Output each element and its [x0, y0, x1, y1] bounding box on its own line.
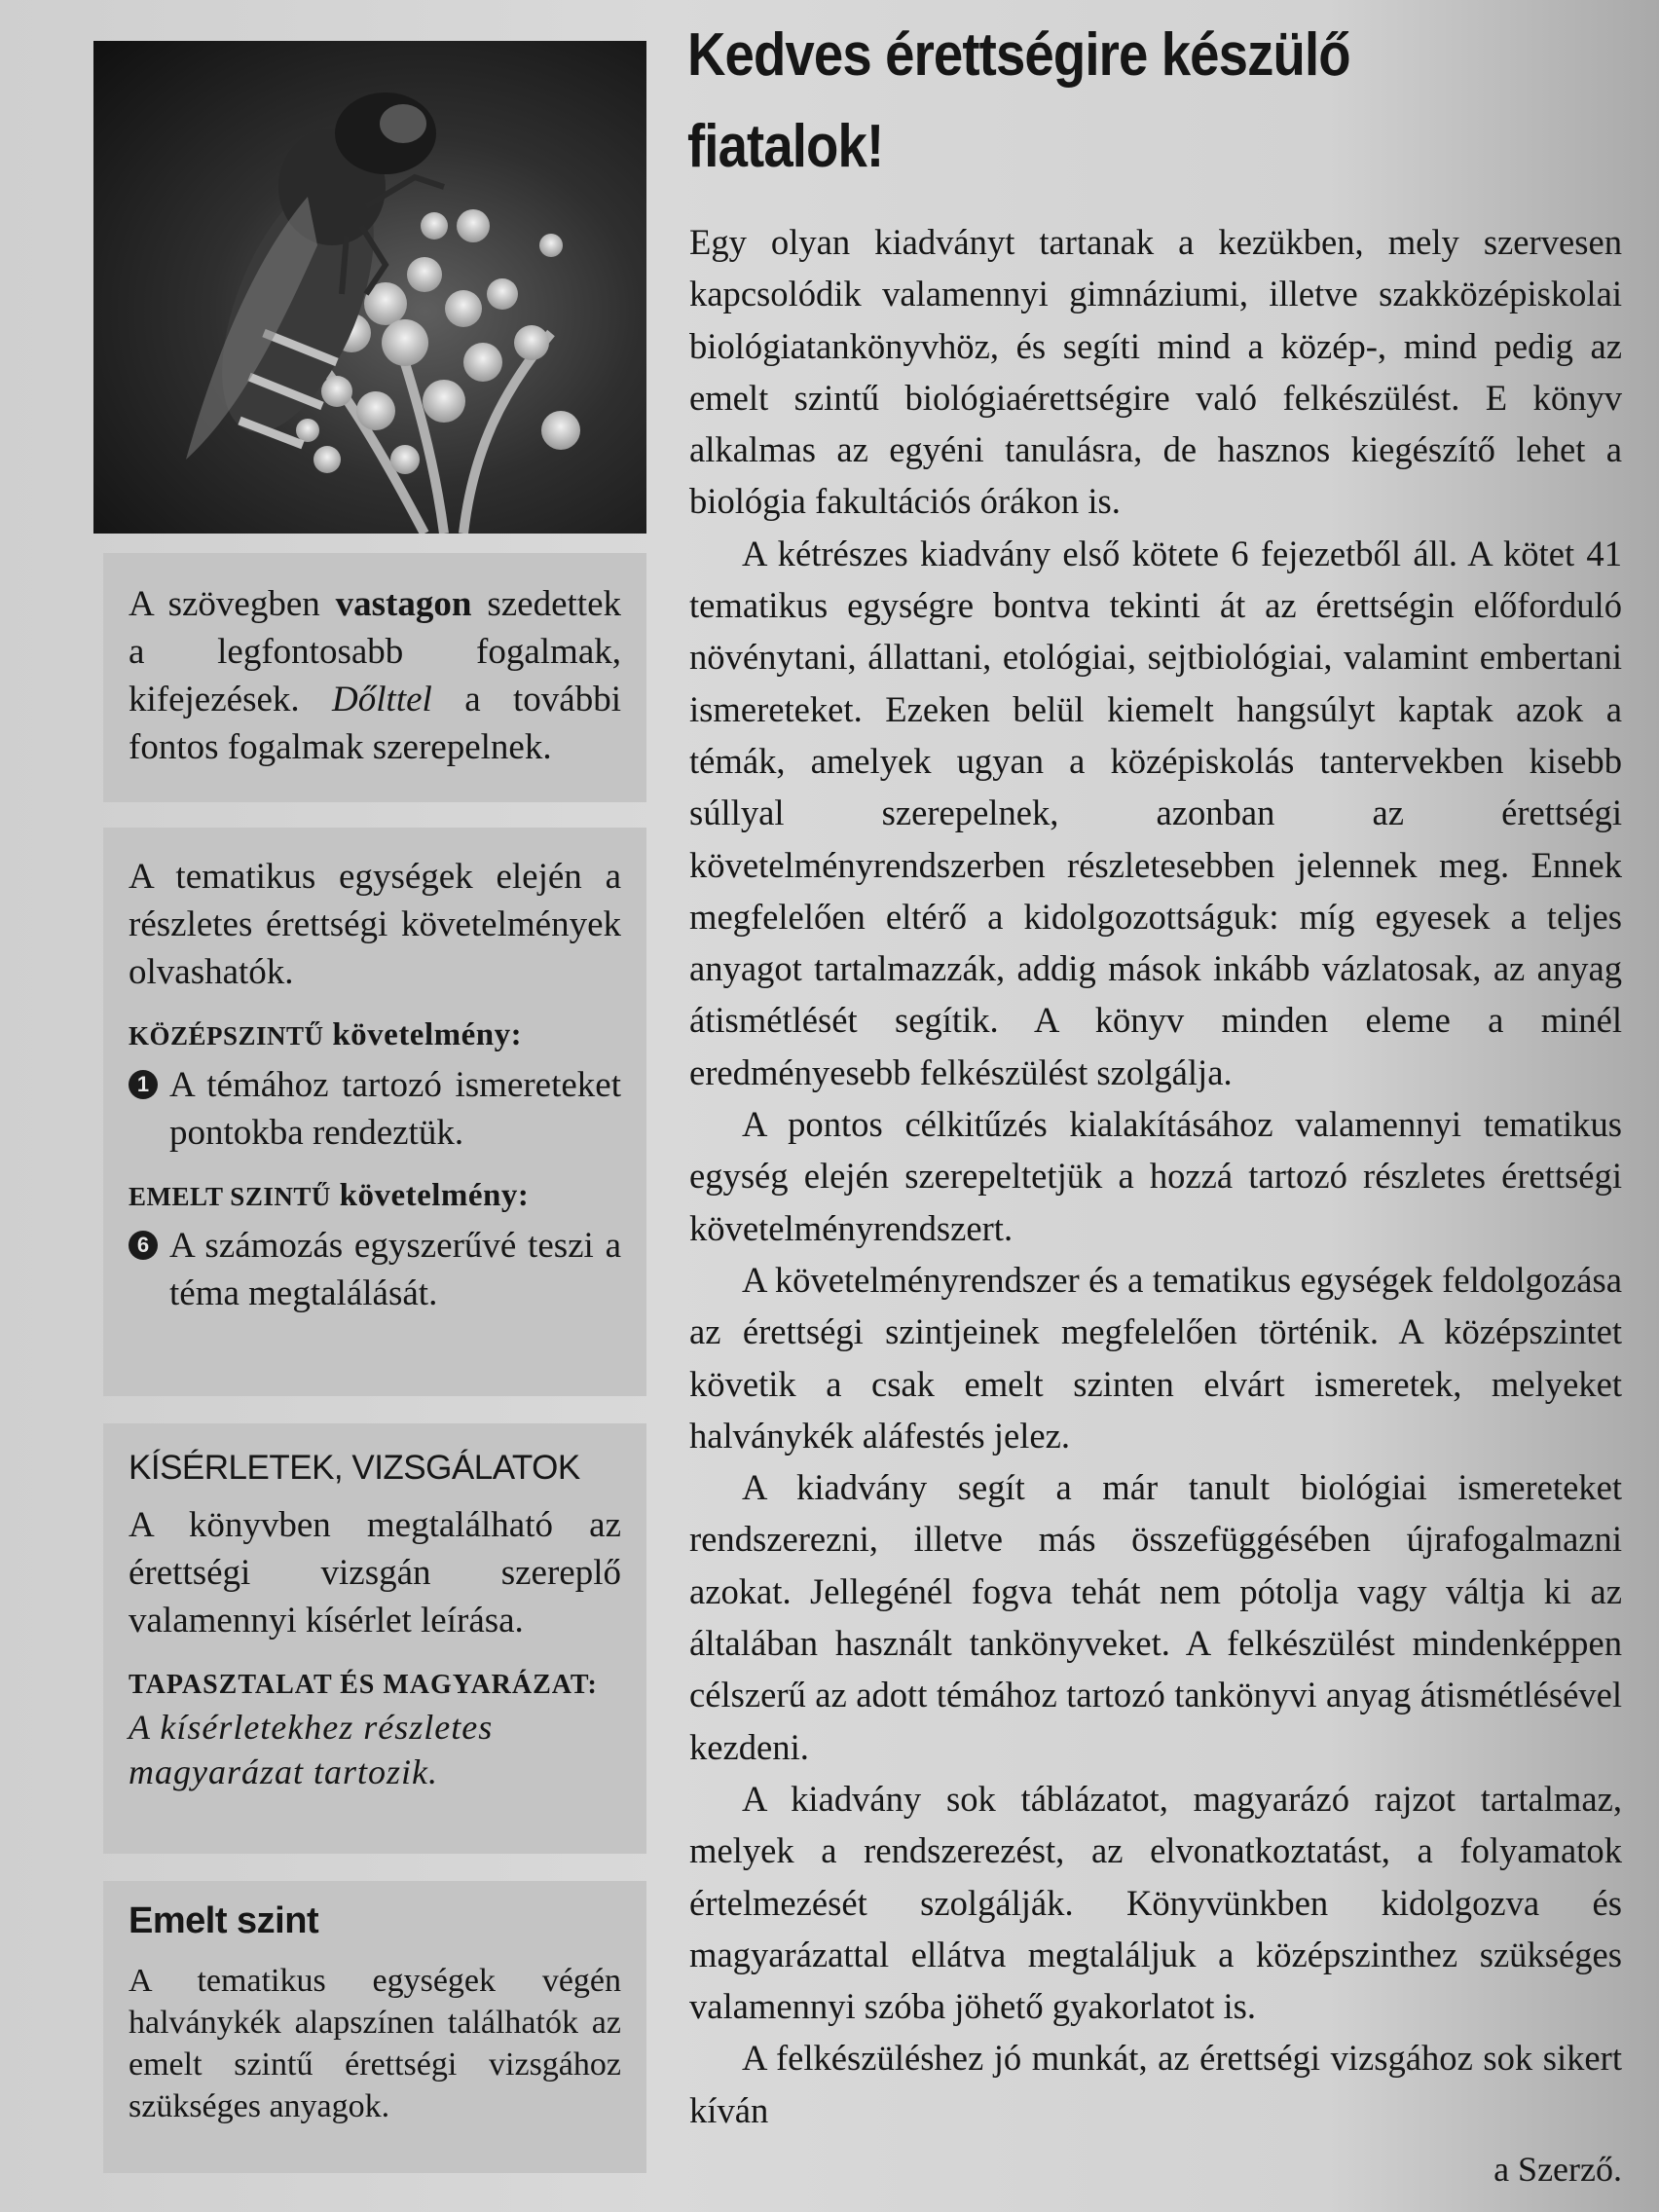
high-level-rest: követelmény: [330, 1178, 530, 1213]
paragraph: A kétrészes kiadvány első kötete 6 fejezetből áll. A kötet 41 tematikus egységre bontva tekinti át az érettségin előforduló növénytani, állattani, etológiai, sejtbiológiai, valamint embertani ismereteket. Ezeken belül kiemelt hangsúlyt kaptak azok a témák, amelyek ugyan a középiskolás tantervekben kisebb súllyal szerepelnek, azonban az érettségi követelményrendszerben részletesebben jelennek meg. Ennek megfelelően eltérő a kidolgozottságuk: míg egyesek a teljes anyagot tartalmazzák, addig mások inkább vázlatosak, az anyag átismétlését segítik. A könyv minden eleme a minél eredményesebb felkészülést szolgálja. [689, 533, 1622, 1092]
advanced-level-heading: Emelt szint [129, 1900, 319, 1941]
experiments-note-box [103, 1423, 646, 1854]
high-level-caps: EMELT SZINTŰ [129, 1182, 331, 1211]
typography-note [129, 580, 621, 771]
mid-level-rest: követelmény: [323, 1017, 523, 1052]
requirements-note-box [103, 828, 646, 1396]
mid-level-heading [129, 1017, 621, 1053]
high-level-text: A számozás egyszerűvé teszi a téma megtalálását. [169, 1226, 621, 1313]
number-six-icon: 6 [129, 1231, 158, 1260]
mid-level-item [129, 1061, 621, 1157]
experiments-text: A könyvben megtalálható az érettségi vizsgán szereplő valamennyi kísérlet leírása. [129, 1505, 621, 1641]
paragraph: A kiadvány sok táblázatot, magyarázó rajzot tartalmaz, melyek a rendszerezést, az elvonatkoztatást, a folyamatok értelmezését szolgálják. Könyvünkben kidolgozva és magyarázattal ellátva megtaláljuk a középszinthez szükséges valamennyi szóba jöhető gyakorlatot is. [689, 1778, 1622, 2027]
experiments-heading: KÍSÉRLETEK, VIZSGÁLATOK [129, 1449, 580, 1487]
italic-example: Dőlttel [332, 680, 432, 719]
paragraph: A kiadvány segít a már tanult biológiai ismereteket rendszerezni, illetve más összefüggésében újrafogalmazni azokat. Jellegénél fogva tehát nem pótolja vagy váltja ki az általában használt tankönyveket. A felkészülést mindenképpen célszerű az adott témához tartozó tankönyvi anyag átismétlésével kezdeni. [689, 1467, 1622, 1767]
number-one-icon: 1 [129, 1070, 158, 1099]
note-text-middle: szedettek a legfontosabb fogalmak, kifejezések. [129, 584, 621, 719]
author-signature: a Szerző. [1493, 2149, 1622, 2189]
paragraph: A követelményrendszer és a tematikus egységek feldolgozása az érettségi szintjeinek megfelelően történik. A középszintet követik a csak emelt szinten elvárt ismeretek, melyeket halványkék aláfestés jelez. [689, 1259, 1622, 1456]
advanced-level-note-box [103, 1881, 646, 2173]
mid-level-caps: KÖZÉPSZINTŰ [129, 1021, 324, 1051]
high-level-heading [129, 1178, 621, 1214]
typography-note-box [103, 553, 646, 802]
insect-illustration [93, 41, 646, 534]
note-text-start: A szövegben [129, 584, 336, 624]
paragraph: A pontos célkitűzés kialakításához valamennyi tematikus egység elején szerepeltetjük a hozzá tartozó részletes érettségi követelményrendszert. [689, 1104, 1622, 1248]
explanation-heading: TAPASZTALAT ÉS MAGYARÁZAT: [129, 1670, 598, 1700]
paragraph: A felkészüléshez jó munkát, az érettségi vizsgához sok sikert kíván [689, 2038, 1622, 2130]
page-title: Kedves érettségire készülő fiatalok! [687, 21, 1350, 180]
advanced-level-text: A tematikus egységek végén halványkék alapszínen találhatók az emelt szintű érettségi vizsgához szükséges anyagok. [129, 1963, 621, 2124]
bold-example: vastagon [335, 584, 472, 624]
requirements-intro: A tematikus egységek elején a részletes érettségi követelmények olvashatók. [129, 857, 621, 992]
explanation-text: A kísérletekhez részletes magyarázat tartozik. [129, 1708, 494, 1791]
hoverfly-photo [93, 41, 646, 534]
note-text-end: a további fontos fogalmak szerepelnek. [129, 680, 621, 767]
mid-level-text: A témához tartozó ismereteket pontokba rendeztük. [169, 1065, 621, 1153]
paragraph: Egy olyan kiadványt tartanak a kezükben, mely szervesen kapcsolódik valamennyi gimnáziumi, illetve szakközépiskolai biológiatankönyvhöz, és segíti mind a közép-, mind pedig az emelt szintű biológiaérettségire való felkészülést. E könyv alkalmas az egyéni tanulásra, de hasznos kiegészítő lehet a biológia fakultációs órákon is. [689, 222, 1622, 522]
foreword-body [689, 216, 1622, 2195]
high-level-item [129, 1222, 621, 1317]
